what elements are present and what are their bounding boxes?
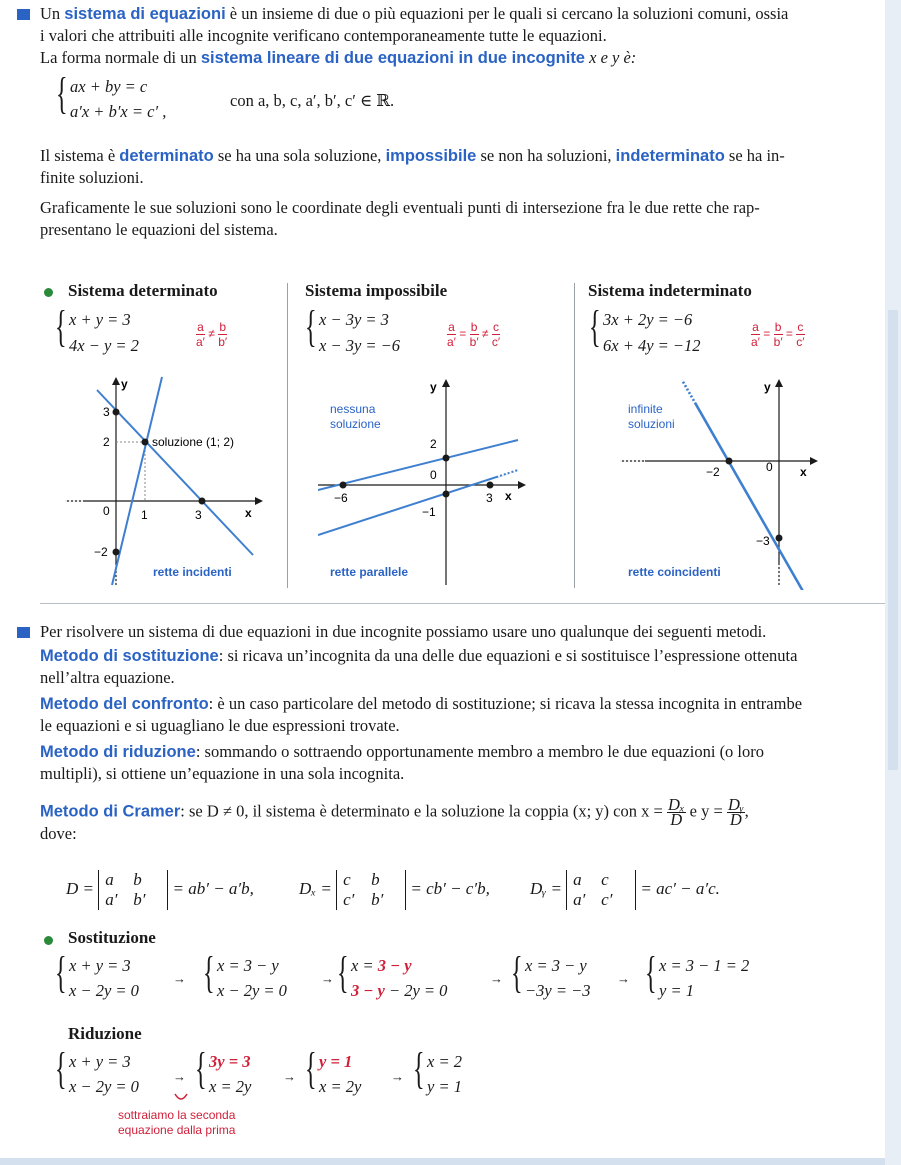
method-riduzione-line2: multipli), si ottiene un’equazione in una sola incognita. [40, 764, 405, 783]
tick-label: −2 [94, 545, 108, 559]
determinant-Dy: Dᵧ = a c a′ c′ = ac′ − a′c. [530, 870, 720, 909]
tick-label: 1 [141, 508, 148, 522]
brace: { [645, 948, 657, 997]
cramer-dove: dove: [40, 824, 77, 843]
sost-s4-eq1: x = 3 − y [525, 956, 587, 975]
case3-condition: $\frac{a}{a'}$ = $\frac{b}{b'}$ = $\frac{c}{c'}$ [751, 320, 805, 349]
axis-label-y: y [430, 380, 437, 394]
bullet-square [17, 9, 30, 20]
case2-eq1: x − 3y = 3 [319, 310, 389, 329]
tick-label: −1 [422, 505, 436, 519]
normal-form-eq2: a′x + b′x = c′ , [70, 102, 167, 121]
sost-s2-eq2: x − 2y = 0 [217, 981, 287, 1000]
axis-label-x: x [800, 465, 807, 479]
rid-s4-eq1: x = 2 [427, 1052, 462, 1071]
tick-label: 0 [103, 504, 110, 518]
case1-condition: $\frac{a}{a'}$ ≠ $\frac{b}{b'}$ [196, 320, 228, 349]
tick-label: 0 [766, 460, 773, 474]
infinite-solutions-label: soluzioni [628, 417, 675, 431]
rid-s1-eq2: x − 2y = 0 [69, 1077, 139, 1096]
case2-condition: $\frac{a}{a'}$ = $\frac{b}{b'}$ ≠ $\frac{c}{c'}$ [447, 320, 501, 349]
bullet-square [17, 627, 30, 638]
sost-s4-eq2: −3y = −3 [525, 981, 591, 1000]
intro-p1-line2: i valori che attribuiti alle incognite verificano contemporaneamente tutte le equazioni. [40, 26, 607, 45]
arrow: → [617, 971, 630, 986]
intro-p4-line2: presentano le equazioni del sistema. [40, 220, 278, 239]
graph-caption: rette incidenti [153, 565, 232, 579]
case1-eq2: 4x − y = 2 [69, 336, 139, 355]
normal-form-condition: con a, b, c, a′, b′, c′ ∈ ℝ. [230, 91, 395, 110]
brace: { [305, 1044, 317, 1093]
arrow: → [391, 1069, 404, 1084]
brace: { [589, 302, 601, 351]
axis-label-x: x [245, 506, 252, 520]
intro-p4: Graficamente le sue soluzioni sono le coordinate degli eventuali punti di intersezione fra le due rette che rap- [40, 198, 760, 217]
sost-s5-eq2: y = 1 [659, 981, 694, 1000]
divider [287, 283, 288, 588]
axis-label-y: y [764, 380, 771, 394]
page-side-margin [885, 0, 901, 1165]
tick-label: −6 [334, 491, 348, 505]
sostituzione-title: Sostituzione [68, 928, 156, 947]
case1-title: Sistema determinato [68, 281, 218, 300]
rid-s4-eq2: y = 1 [427, 1077, 462, 1096]
case3-eq1: 3x + 2y = −6 [603, 310, 693, 329]
brace: { [195, 1044, 207, 1093]
graph-parallele [318, 375, 538, 590]
line-coincident [682, 380, 808, 590]
no-solution-label: soluzione [330, 417, 381, 431]
brace: { [305, 302, 317, 351]
brace: { [56, 69, 68, 118]
brace: { [203, 948, 215, 997]
riduzione-title: Riduzione [68, 1024, 142, 1043]
tick-label: 3 [195, 508, 202, 522]
graph-incidenti [55, 375, 275, 590]
case3-title: Sistema indeterminato [588, 281, 752, 300]
arrow: → [173, 1069, 186, 1084]
brace: { [55, 948, 67, 997]
curved-arrow-icon [173, 1092, 189, 1104]
sost-s2-eq1: x = 3 − y [217, 956, 279, 975]
graph-coincidenti [620, 375, 840, 590]
riduzione-note: sottraiamo la seconda equazione dalla prima [118, 1108, 236, 1137]
method-sostituzione-line2: nell’altra equazione. [40, 668, 175, 687]
brace: { [511, 948, 523, 997]
infinite-solutions-label: infinite [628, 402, 663, 416]
arrow: → [283, 1069, 296, 1084]
tick-label: −2 [706, 465, 720, 479]
arrow: → [490, 971, 503, 986]
brace: { [55, 1044, 67, 1093]
sost-s1-eq1: x + y = 3 [69, 956, 131, 975]
methods-intro: Per risolvere un sistema di due equazioni in due incognite possiamo usare uno qualunque dei seguenti metodi. [40, 622, 767, 641]
axis-label-x: x [505, 489, 512, 503]
case1-eq1: x + y = 3 [69, 310, 131, 329]
tick-label: 3 [486, 491, 493, 505]
intro-p3-line2: finite soluzioni. [40, 168, 144, 187]
no-solution-label: nessuna [330, 402, 376, 416]
brace: { [55, 302, 67, 351]
line-4x-minus-y [112, 377, 162, 585]
rid-s3-eq2: x = 2y [319, 1077, 362, 1096]
tick-label: 3 [103, 405, 110, 419]
rid-s1-eq1: x + y = 3 [69, 1052, 131, 1071]
case2-title: Sistema impossibile [305, 281, 448, 300]
brace: { [413, 1044, 425, 1093]
tick-label: 2 [430, 437, 437, 451]
brace: { [337, 948, 349, 997]
method-sostituzione: Metodo di sostituzione: si ricava un’incognita da una delle due equazioni e si sostituisce l’espressione ottenuta [40, 646, 798, 665]
bullet-dot [44, 936, 53, 945]
section-divider [40, 603, 885, 604]
sost-s3-eq1: x = 3 − y [351, 956, 412, 975]
axis-label-y: y [121, 377, 128, 391]
intro-p3: Il sistema è determinato se ha una sola soluzione, impossibile se non ha soluzioni, indeterminato se ha in- [40, 146, 785, 165]
arrow: → [321, 971, 334, 986]
determinant-D: D = a b a′ b′ = ab′ − a′b, [66, 870, 254, 909]
intro-p1: Un sistema di equazioni è un insieme di due o più equazioni per le quali si cercano la soluzioni comuni, ossia [40, 4, 789, 23]
rid-s2-eq2: x = 2y [209, 1077, 252, 1096]
bullet-dot [44, 288, 53, 297]
method-confronto-line2: le equazioni e si uguagliano le due espressioni trovate. [40, 716, 400, 735]
method-cramer: Metodo di Cramer: se D ≠ 0, il sistema è determinato e la soluzione la coppia (x; y) con x = $\frac{\text{Dₓ}}{D}$ e y = $\frac{\text{Dᵧ}}{D}$ , [40, 795, 749, 829]
solution-label: soluzione (1; 2) [152, 435, 235, 449]
normal-form-eq1: ax + by = c [70, 77, 148, 96]
case3-eq2: 6x + 4y = −12 [603, 336, 701, 355]
bottom-bar [0, 1158, 885, 1165]
case2-eq2: x − 3y = −6 [319, 336, 401, 355]
tick-label: 0 [430, 468, 437, 482]
intro-p2: La forma normale di un sistema lineare di due equazioni in due incognite x e y è: [40, 48, 637, 67]
determinant-Dx: Dₓ = c b c′ b′ = cb′ − c′b, [299, 870, 490, 909]
sost-s5-eq1: x = 3 − 1 = 2 [659, 956, 750, 975]
sost-s1-eq2: x − 2y = 0 [69, 981, 139, 1000]
method-confronto: Metodo del confronto: è un caso particolare del metodo di sostituzione; si ricava la stessa incognita in entrambe [40, 694, 803, 713]
graph-caption: rette parallele [330, 565, 409, 579]
sost-s3-eq2: 3 − y − 2y = 0 [351, 981, 448, 1000]
divider [574, 283, 575, 588]
tick-label: 2 [103, 435, 110, 449]
graph-caption: rette coincidenti [628, 565, 721, 579]
method-riduzione: Metodo di riduzione: sommando o sottraendo opportunamente membro a membro le due equazioni (o loro [40, 742, 765, 761]
rid-s2-eq1: 3y = 3 [209, 1052, 251, 1071]
arrow: → [173, 971, 186, 986]
tick-label: −3 [756, 534, 770, 548]
rid-s3-eq1: y = 1 [319, 1052, 353, 1071]
line-x-plus-y [97, 390, 253, 555]
